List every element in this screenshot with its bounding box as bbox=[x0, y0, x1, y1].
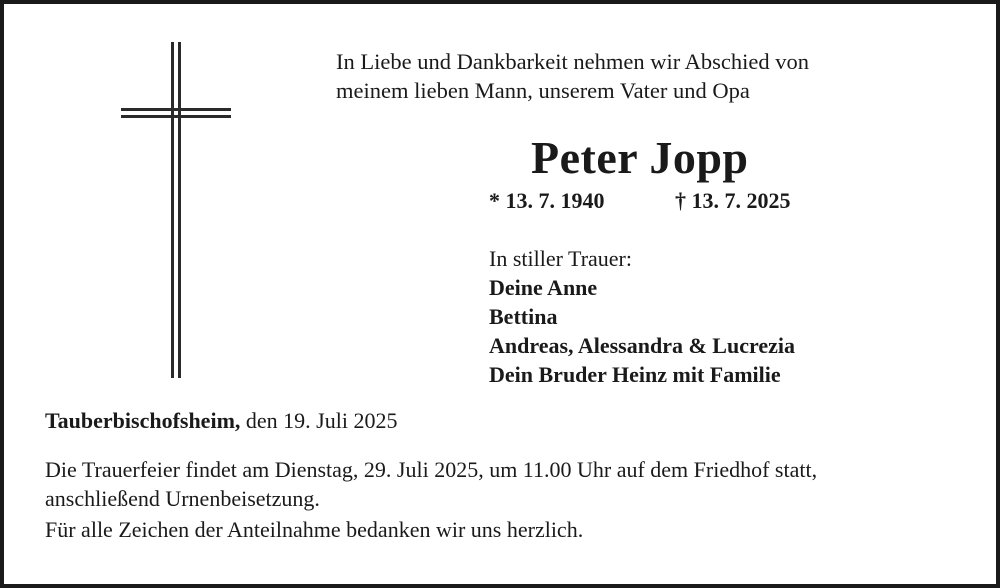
funeral-line-2: anschließend Urnenbeisetzung. bbox=[45, 486, 320, 511]
funeral-line-1: Die Trauerfeier findet am Dienstag, 29. Juli 2025, um 11.00 Uhr auf dem Friedhof statt, bbox=[45, 457, 818, 482]
intro-line-1: In Liebe und Dankbarkeit nehmen wir Abschied von bbox=[336, 49, 809, 74]
deceased-name: Peter Jopp bbox=[531, 132, 749, 183]
birth-date: * 13. 7. 1940 bbox=[489, 188, 605, 213]
notice-date: den 19. Juli 2025 bbox=[245, 408, 398, 433]
place-name: Tauberbischofsheim, bbox=[45, 408, 241, 433]
intro-text bbox=[336, 47, 809, 105]
death-date: † 13. 7. 2025 bbox=[675, 188, 791, 213]
intro-line-2: meinem lieben Mann, unserem Vater und Opa bbox=[336, 78, 750, 103]
place-date-line bbox=[45, 410, 397, 432]
cross-icon bbox=[119, 42, 235, 378]
mourner-name: Dein Bruder Heinz mit Familie bbox=[489, 362, 781, 387]
funeral-info bbox=[45, 455, 817, 513]
mourner-name: Andreas, Alessandra & Lucrezia bbox=[489, 333, 795, 358]
thanks-text: Für alle Zeichen der Anteilnahme bedanken wir uns herzlich. bbox=[45, 517, 584, 542]
mourners-list bbox=[489, 244, 795, 389]
mourner-name: Deine Anne bbox=[489, 275, 598, 300]
mourner-name: Bettina bbox=[489, 304, 558, 329]
mourners-heading: In stiller Trauer: bbox=[489, 246, 632, 271]
